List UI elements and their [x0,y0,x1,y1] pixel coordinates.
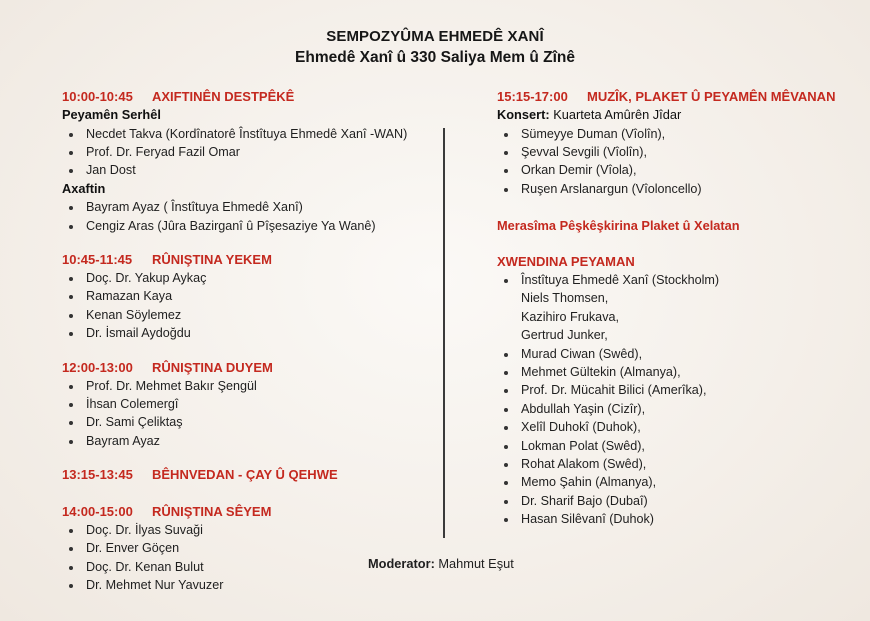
messages-list [497,271,857,528]
session-heading [497,88,857,106]
list-item: Rohat Alakom (Swêd), [497,455,857,473]
session-name: RÛNIŞTINA SÊYEM [152,504,272,520]
plaque-ceremony-heading: Merasîma Pêşkêşkirina Plaket û Xelatan [497,218,740,234]
session-time: 14:00-15:00 [62,504,133,520]
session-time: 13:15-13:45 [62,467,133,483]
session-time: 10:45-11:45 [62,251,133,267]
session-third [62,503,442,595]
concert-line [497,106,857,125]
list-item: Xelîl Duhokî (Duhok), [497,418,857,436]
session-heading [62,88,442,106]
speaker-list [62,198,442,235]
session-time: 15:15-17:00 [497,89,568,104]
session-name: BÊHNVEDAN - ÇAY Û QEHWE [152,467,338,483]
messages-heading: XWENDINA PEYAMAN [497,254,635,270]
list-item: Prof. Dr. Feryad Fazil Omar [62,143,442,161]
list-item: Necdet Takva (Kordînatorê Înstîtuya Ehmedê Xanî -WAN) [62,125,442,143]
list-item: Hasan Silêvanî (Duhok) [497,510,857,528]
list-item: Memo Şahin (Almanya), [497,473,857,491]
group-label: Peyamên Serhêl [62,107,161,122]
musician-list [497,125,857,199]
list-item: Doç. Dr. Yakup Aykaç [62,269,442,287]
list-item: Orkan Demir (Vîola), [497,161,857,179]
list-item: Înstîtuya Ehmedê Xanî (Stockholm) [497,271,857,289]
session-messages [497,253,857,528]
list-item: Doç. Dr. İlyas Suvaği [62,521,442,539]
list-item: Cengiz Aras (Jûra Bazirganî û Pîşesaziye Ya Wanê) [62,217,442,235]
session-heading [62,359,442,377]
session-music [497,88,857,198]
title-line-2: Ehmedê Xanî û 330 Saliya Mem û Zînê [295,49,575,66]
speaker-list [62,269,442,343]
program-right-column [497,88,857,545]
speaker-list [62,377,442,451]
list-item: Lokman Polat (Swêd), [497,437,857,455]
speaker-list [62,125,442,180]
list-item: Şevval Sevgili (Vîolîn), [497,143,857,161]
list-item: Ramazan Kaya [62,287,442,305]
session-opening [62,88,442,235]
program-left-column [62,88,442,611]
session-name: RÛNIŞTINA YEKEM [152,251,272,267]
session-name: RÛNIŞTINA DUYEM [152,359,273,375]
group-label: Axaftin [62,180,106,196]
column-divider [443,128,445,538]
list-item: Niels Thomsen, [521,291,609,306]
session-time: 12:00-13:00 [62,359,133,375]
session-heading [62,503,442,521]
concert-label: Konsert: [497,107,550,122]
session-second [62,359,442,451]
session-name: AXIFTINÊN DESTPÊKÊ [152,89,295,104]
list-item: Bayram Ayaz ( Înstîtuya Ehmedê Xanî) [62,198,442,216]
list-item: Prof. Dr. Mehmet Bakır Şengül [62,377,442,395]
moderator-name: Mahmut Eşut [438,556,514,571]
list-item: Ruşen Arslanargun (Vîoloncello) [497,180,857,198]
session-heading [62,251,442,269]
list-item: Abdullah Yaşin (Cizîr), [497,400,857,418]
session-time: 10:00-10:45 [62,89,133,104]
list-item: Bayram Ayaz [62,432,442,450]
symposium-title [0,27,870,69]
list-item: Murad Ciwan (Swêd), [497,345,857,363]
moderator-label: Moderator: [368,556,435,571]
list-item: Dr. Enver Göçen [62,539,442,557]
list-item: Sümeyye Duman (Vîolîn), [497,125,857,143]
session-heading [62,466,442,484]
list-item: Jan Dost [62,161,442,179]
list-item: Mehmet Gültekin (Almanya), [497,363,857,381]
list-item: Dr. Sami Çeliktaş [62,413,442,431]
list-item: Dr. Sharif Bajo (Dubaî) [497,492,857,510]
list-item: Doç. Dr. Kenan Bulut [62,558,442,576]
list-item: Dr. İsmail Aydoğdu [62,324,442,342]
list-item: Kenan Söylemez [62,306,442,324]
session-first [62,251,442,343]
list-item: Prof. Dr. Mücahit Bilici (Amerîka), [497,381,857,399]
list-item: İhsan Colemergî [62,395,442,413]
session-name: MUZÎK, PLAKET Û PEYAMÊN MÊVANAN [587,89,836,104]
concert-value: Kuarteta Amûrên Jîdar [553,107,682,122]
title-line-1: SEMPOZYÛMA EHMEDÊ XANÎ [326,28,544,45]
moderator-line [368,556,514,571]
list-item: Dr. Mehmet Nur Yavuzer [62,576,442,594]
list-item: Gertrud Junker, [521,328,608,343]
session-break [62,466,442,484]
list-item: Kazihiro Frukava, [521,309,619,324]
